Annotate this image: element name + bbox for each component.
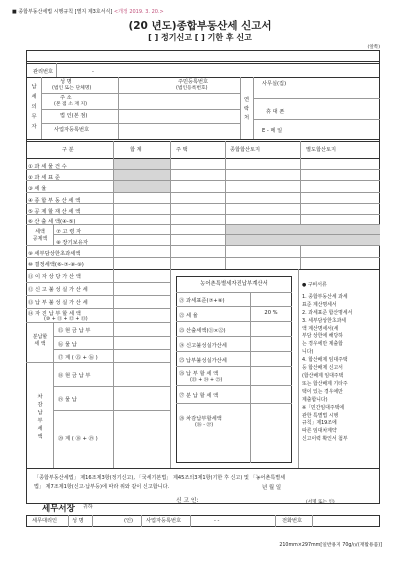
row-17: ⑰ 계 ( ⑮ + ⑯ ): [58, 355, 98, 361]
mobile-label: 휴 대 폰: [266, 109, 285, 115]
mgmt-no-label: 관리번호: [33, 69, 54, 75]
rural-row-28-formula: (㉖ - ㉗): [195, 423, 214, 428]
rural-row-26-formula: (㉓ + ㉔ + ㉕): [190, 378, 223, 383]
name-label: 성 명: [60, 79, 72, 85]
bizno-label: 사업자등록번호: [54, 127, 90, 133]
agent-bizno-label: 사업자등록번호: [146, 518, 182, 524]
required-documents: ● 구비서류 1. 종합부동산세 과세 표준 계산명세서 2. 과세표준 합산명세서 3. 세부담상한초과세 액 계산명세서(세 부담 상한에 해당하 는 경우에만 제출합 니다) 4. 합산배제 임대주택 등 합산배제 신고서 (합산배제 임대주택 또는 합산배제 기타주 택이 있는 경우에만 제출합니다) ※「민간임대주택에 관한 특별법 시행 규칙」제19조에 따른 임대차계약 신고이력 확인서 첨부: [302, 282, 353, 443]
rural-row-22: ㉒ 세 율: [179, 313, 198, 319]
row-13: ⑬ 납 부 불 성 실 가 산 세: [28, 300, 88, 306]
id-no-sub-label: (법인등록번호): [176, 86, 208, 91]
row-16: ⑯ 물 납: [58, 342, 77, 348]
row-19: ⑲ 물 납: [58, 397, 77, 403]
row-10: ⑩ 결정세액(⑥-⑦-⑧-⑨): [28, 262, 84, 268]
email-label: E - 메 일: [262, 128, 283, 134]
row-9: ⑨ 세부담상한초과세액: [28, 251, 81, 257]
col-category: 구 분: [62, 147, 74, 153]
taxpayer-side-label: 납 세 의 무 자: [31, 84, 37, 130]
installment-group-label: 분납할 세 액: [32, 334, 48, 347]
row-18: ⑱ 현 금 납 부: [58, 373, 91, 379]
col-combined-land: 종합합산토지: [230, 147, 261, 153]
name-sub-label: (법인 또는 단체명): [52, 86, 92, 91]
agent-bizno-value[interactable]: - -: [214, 518, 220, 524]
row-4: ④ 종 합 부 동 산 세 액: [28, 198, 81, 204]
rural-row-24: ㉔ 신고불성실가산세: [179, 343, 227, 349]
agent-label: 세무대리인: [32, 518, 58, 524]
form-header: [12, 8, 164, 15]
agent-name-label: 성 명: [72, 518, 84, 524]
page-side-note: (앞쪽): [367, 45, 380, 50]
row-12: ⑫ 신 고 불 성 실 가 산 세: [28, 287, 88, 293]
row-11: ⑪ 이 자 상 당 가 산 액: [28, 274, 81, 280]
reporter-label: 신 고 인:: [176, 498, 199, 504]
row-15: ⑮ 현 금 납 부: [58, 328, 91, 334]
contact-side-label: 연 락 처: [243, 97, 250, 121]
rural-row-26: ㉖ 납 부 할 세 액: [179, 371, 219, 377]
form-subtitle: [ ] 정기신고 [ ] 기한 후 신고: [148, 33, 252, 42]
col-housing: 주 택: [176, 147, 188, 153]
row-14-formula: (⑩ + ⑪ + ⑫ + ⑬): [44, 317, 88, 322]
row-3: ③ 세 율: [28, 186, 47, 192]
rural-row-27: ㉗ 분 납 할 세 액: [179, 393, 219, 399]
agent-phone-label: 전화번호: [282, 518, 303, 524]
legal-statement: 「종합부동산세법」 제16조제3항(정기신고), 「국세기본법」 제45조의3제1항(기한 후 신고) 및 「농어촌특별세 법」 제7조제1항(신고·납부등)에 따라 위와 같이 신고합니다.: [34, 475, 286, 490]
mgmt-no-value[interactable]: -: [92, 69, 94, 75]
row-2: ② 과 세 표 준: [28, 175, 60, 181]
row-7: ⑦ 고 령 자: [56, 229, 82, 235]
address-sub-label: (본 점 소 재 지): [54, 102, 88, 107]
col-separate-land: 별도합산토지: [306, 147, 337, 153]
id-no-label: 주민등록번호: [178, 79, 209, 85]
rural-row-21: ㉑ 과세표준(⑦+⑧): [179, 298, 225, 304]
row-6: ⑥ 산 출 세 액(④-⑤): [28, 219, 76, 225]
office-phone-label: 사무실(집): [262, 81, 287, 87]
row-5: ⑤ 공 제 할 재 산 세 액: [28, 209, 81, 215]
form-title: (20 년도)종합부동산세 신고서: [128, 20, 272, 32]
row-1: ① 과 세 물 건 수: [28, 164, 67, 170]
address-label: 주 소: [60, 95, 72, 101]
law-reference: ■ 종합부동산세법 시행규칙 [별지 제3호서식]: [12, 9, 113, 15]
col-total: 합 계: [130, 147, 142, 153]
tax-office-name: 세무서장: [42, 504, 75, 514]
rural-row-25: ㉕ 납부불성실가산세: [179, 358, 227, 364]
rural-table-title: 농어촌특별세자진납부계산서: [200, 281, 268, 287]
date-line[interactable]: 년 월 일: [262, 485, 282, 491]
tax-office-suffix: 귀하: [83, 504, 93, 510]
amendment-date: <개정 2019. 3. 20.>: [113, 9, 164, 15]
row-14: ⑭ 자 진 납 부 할 세 액: [28, 311, 81, 317]
rural-row-28: ㉘ 차감납부할세액: [179, 416, 222, 422]
credit-group-label: 세액 공제액: [32, 229, 48, 242]
rep-label: 법 인(본 점): [60, 113, 88, 119]
net-payment-group-label: 차 감 납 부 세 액: [37, 394, 43, 440]
reporter-sign[interactable]: (서명 또는 인): [306, 500, 335, 505]
rural-row-23: ㉓ 산출세액(㉑×㉒): [179, 328, 226, 334]
rural-rate-value: 20 %: [264, 310, 278, 316]
paper-spec-footer: 210mm×297mm[일반용지 70g/㎡(재활용품)]: [279, 543, 382, 548]
row-8: ⑧ 장기보유자: [56, 240, 89, 246]
row-20: ⑳ 계 ( ⑱ + ⑲ ): [58, 436, 98, 442]
agent-seal[interactable]: (인): [124, 518, 134, 524]
